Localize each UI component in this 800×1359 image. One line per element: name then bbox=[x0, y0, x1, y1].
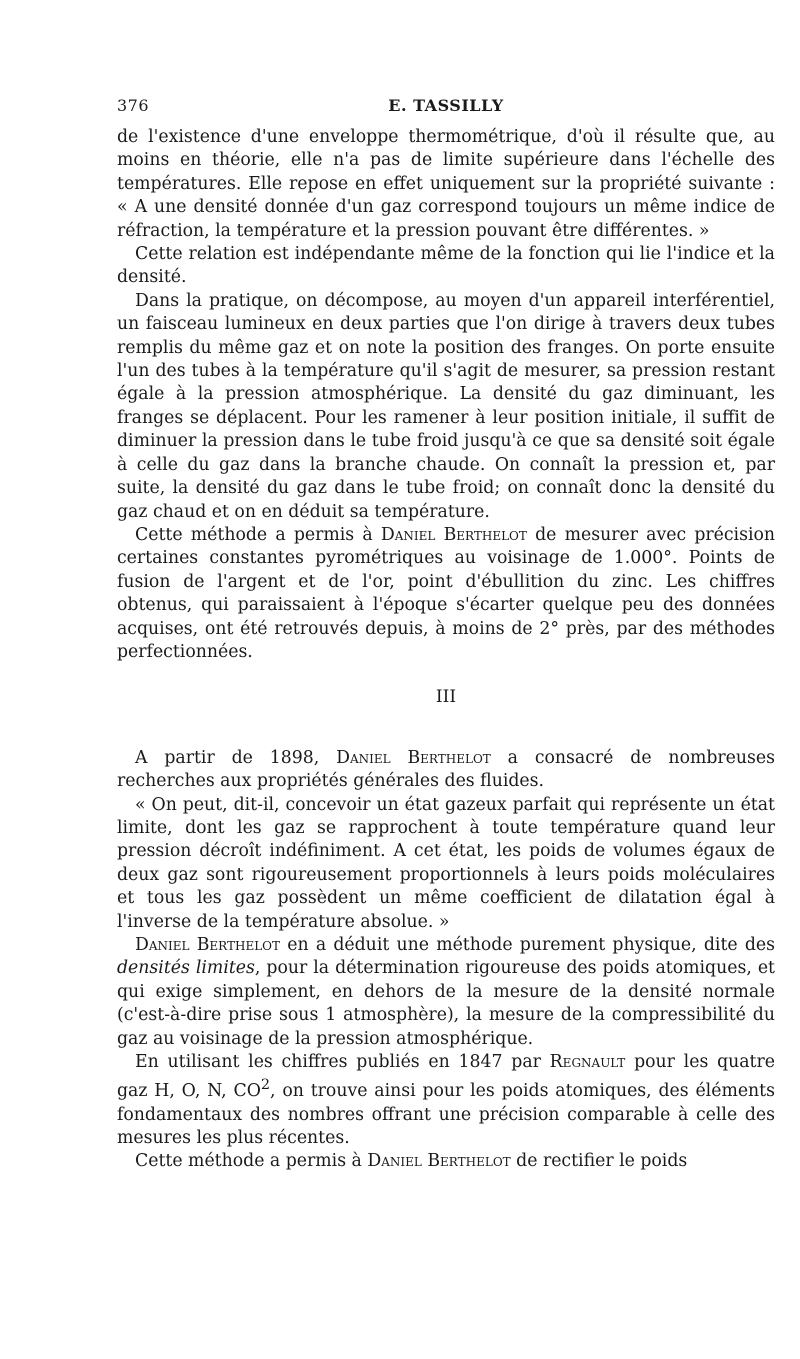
superscript: 2 bbox=[260, 1077, 271, 1094]
text-run: de rectifier le poids bbox=[510, 1151, 688, 1172]
running-head bbox=[117, 96, 775, 126]
page bbox=[117, 96, 775, 1174]
italic-term: densités limites bbox=[117, 958, 255, 979]
text-run: , pour la détermination rigoureuse des poids atomiques, et qui exige simplement, en dehors de la mesure de la densité normale (c'est-à-dire prise sous 1 atmosphère), la mesure de la compressibilité du gaz au voisinage de la pression atmosphérique. bbox=[117, 958, 775, 1049]
paragraph: Cette relation est indépendante même de la fonction qui lie l'indice et la densité. bbox=[117, 244, 775, 288]
text-run: Cette méthode a permis à bbox=[135, 1151, 368, 1172]
paragraph-continued: de l'existence d'une enveloppe thermométrique, d'où il résulte que, au moins en théorie, elle n'a pas de limite supérieure dans l'échelle des températures. Elle repose en effet uniquement sur la propriété suivante : « A une densité donnée d'un gaz correspond toujours un même indice de réfraction, la température et la pression pouvant être différentes. » bbox=[117, 127, 775, 241]
quotation-paragraph: « On peut, dit-il, concevoir un état gazeux parfait qui représente un état limite, dont les gaz se rapprochent à toute température quand leur pression décroît indéfiniment. A cet état, les poids de volumes égaux de deux gaz sont rigoureusement proportionnels à leurs poids moléculaires et tous les gaz possèdent un même coefficient de dilatation égal à l'inverse de la température absolue. » bbox=[117, 794, 775, 932]
person-name: Daniel Berthelot bbox=[367, 1151, 511, 1172]
running-title: E. TASSILLY bbox=[388, 96, 504, 115]
person-name: Daniel Berthelot bbox=[336, 747, 491, 768]
paragraph bbox=[117, 934, 775, 1051]
text-run: En utilisant les chiffres publiés en 1847 par bbox=[135, 1052, 550, 1073]
paragraph bbox=[117, 1051, 775, 1150]
section-number: III bbox=[435, 687, 457, 708]
person-name: Regnault bbox=[549, 1052, 626, 1073]
paragraph bbox=[117, 1150, 775, 1173]
person-name: Daniel Berthelot bbox=[135, 935, 281, 955]
paragraph bbox=[117, 524, 775, 664]
person-name: Daniel Berthelot bbox=[380, 524, 527, 545]
text-run: pour les quatre gaz H, O, N, CO bbox=[117, 1052, 775, 1102]
paragraph: Dans la pratique, on décompose, au moyen d'un appareil interférentiel, un faisceau lumineux en deux parties que l'on dirige à travers deux tubes remplis du même gaz et on note la position des franges. On porte ensuite l'un des tubes à la température qu'il s'agit de mesurer, sa pression restant égale à la pression atmosphérique. La densité du gaz diminuant, les franges se déplacent. Pour les ramener à leur position initiale, il suffit de diminuer la pression dans le tube froid jusqu'à ce que sa densité soit égale à celle du gaz dans la branche chaude. On connaît la pression et, par suite, la densité du gaz dans le tube froid; on connaît donc la densité du gaz chaud et on en déduit sa température. bbox=[117, 290, 775, 522]
text-run: en a déduit une méthode purement physique, dite des bbox=[280, 935, 775, 955]
text-run: , on trouve ainsi pour les poids atomiques, des éléments fondamentaux des nombres offrant une précision comparable à celle des mesures les plus récentes. bbox=[117, 1081, 775, 1149]
text-run: A partir de 1898, bbox=[135, 747, 337, 768]
text-run: a consacré de nombreuses recherches aux propriétés générales des fluides. bbox=[117, 747, 775, 792]
page-number: 376 bbox=[117, 96, 150, 115]
body-text bbox=[117, 126, 775, 1174]
text-run: de mesurer avec précision certaines constantes pyrométriques au voisinage de 1.000°. Points de fusion de l'argent et de l'or, point d'ébullition du zinc. Les chiffres obtenus, qui paraissaient à l'époque s'écarter quelque peu des données acquises, ont été retrouvés depuis, à moins de 2° près, par des méthodes perfectionnées. bbox=[117, 524, 776, 662]
paragraph bbox=[117, 747, 775, 794]
text-run: Cette méthode a permis à bbox=[135, 524, 381, 545]
